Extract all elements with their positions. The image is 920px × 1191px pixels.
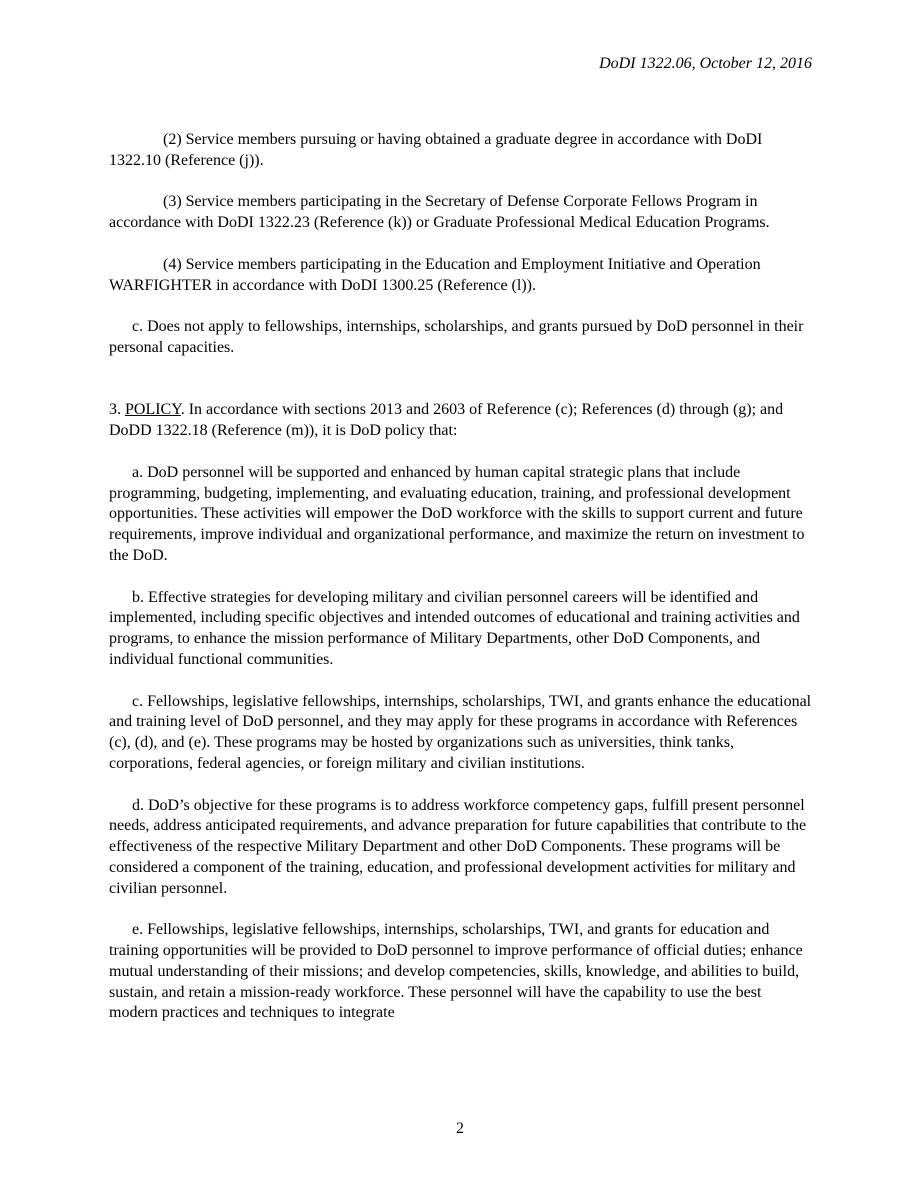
paragraph-item-4: (4) Service members participating in the Education and Employment Initiative and Operation WARFIGHTER in accordance with DoDI 1300.25 (Reference (l)).: [109, 255, 761, 294]
policy-paragraph-c: c. Fellowships, legislative fellowships, internships, scholarships, TWI, and grants enhance the educational and training level of DoD personnel, and they may apply for these programs in accordance with References (c), (d), and (e). These programs may be hosted by organizations such as universities, think tanks, corporations, federal agencies, or foreign military and civilian institutions.: [109, 692, 812, 772]
running-header: DoDI 1322.06, October 12, 2016: [599, 55, 812, 72]
paragraph-item-2: (2) Service members pursuing or having obtained a graduate degree in accordance with DoDI 1322.10 (Reference (j)).: [109, 131, 763, 169]
policy-section-intro: [109, 400, 814, 442]
policy-paragraph-e: e. Fellowships, legislative fellowships, internships, scholarships, TWI, and grants for education and training opportunities will be provided to DoD personnel to improve performance of official duties; enhance mutual understanding of their missions; and develop competencies, skills, knowledge, and abilities to build, sustain, and retain a mission-ready workforce. These personnel will have the capability to use the best modern practices and techniques to integrate: [109, 921, 803, 1022]
policy-paragraph-a: a. DoD personnel will be supported and enhanced by human capital strategic plans that include programming, budgeting, implementing, and evaluating education, training, and professional development opportunities. These activities will empower the DoD workforce with the skills to support current and future requirements, improve individual and organizational performance, and maximize the return on investment to the DoD.: [109, 463, 805, 564]
page-number: 2: [456, 1120, 464, 1137]
section-number: 3.: [109, 401, 125, 419]
document-body: [109, 130, 814, 1045]
paragraph-item-3: (3) Service members participating in the Secretary of Defense Corporate Fellows Program in accordance with DoDI 1322.23 (Reference (k)) or Graduate Professional Medical Education Programs.: [109, 193, 770, 232]
section-intro-text: . In accordance with sections 2013 and 2603 of Reference (c); References (d) through (g); and DoDD 1322.18 (Reference (m)), it is DoD policy that:: [109, 401, 784, 440]
section-heading: POLICY: [125, 401, 181, 419]
policy-paragraph-d: d. DoD’s objective for these programs is to address workforce competency gaps, fulfill present personnel needs, address anticipated requirements, and advance preparation for future capabilities that contribute to the effectiveness of the respective Military Department and other DoD Components. These programs will be considered a component of the training, education, and professional development activities for military and civilian personnel.: [109, 796, 807, 897]
paragraph-c-applicability: c. Does not apply to fellowships, internships, scholarships, and grants pursued by DoD personnel in their personal capacities.: [109, 318, 804, 356]
policy-paragraph-b: b. Effective strategies for developing military and civilian personnel careers will be identified and implemented, including specific objectives and intended outcomes of educational and training activities and programs, to enhance the mission performance of Military Departments, other DoD Components, and individual functional communities.: [109, 588, 800, 668]
